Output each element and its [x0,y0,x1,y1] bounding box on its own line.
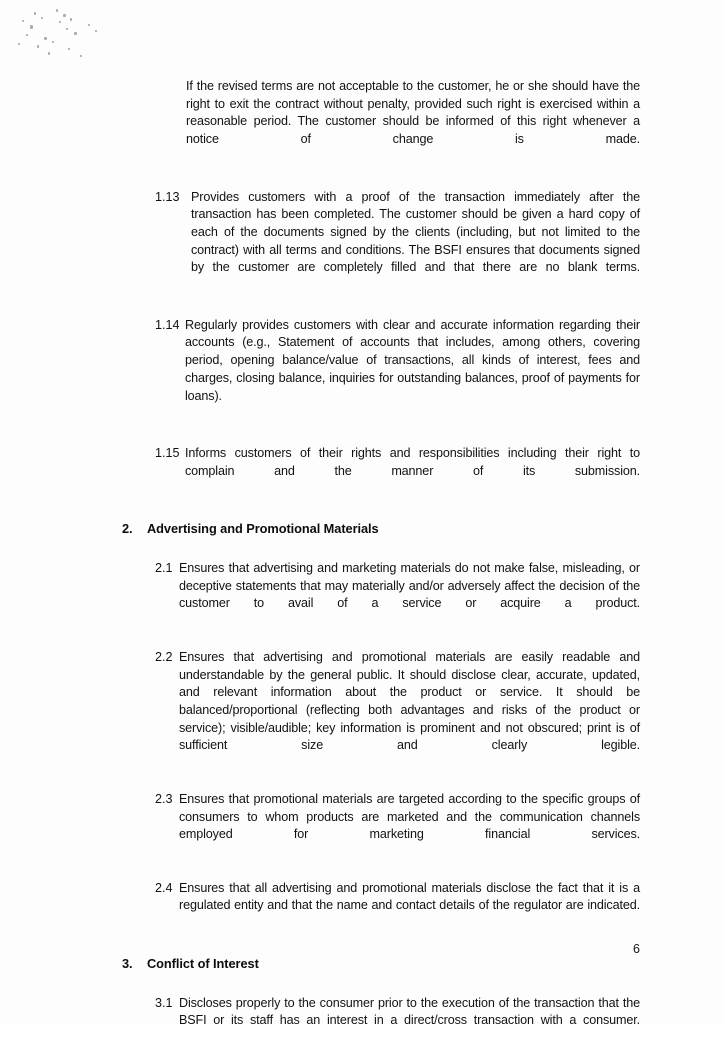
spacer [120,631,640,649]
spacer [120,773,640,791]
spacer [120,167,640,189]
clause-text-wrap [179,649,640,773]
clause-2-1 [155,560,640,631]
clause-text: Provides customers with a proof of the transaction immediately after the transaction has been completed. The customer should be given a hard copy of each of the documents signed by the clients (including, but not limited to the contract) with all terms and conditions. The BSFI ensures that documents signed by the customer are completely filled and that there are no blank terms. [191,189,640,275]
spacer [120,423,640,445]
clause-text-wrap [185,445,640,498]
clause-text-wrap [179,560,640,631]
scan-noise-speckles [0,0,150,70]
spacer [120,498,640,520]
clause-1-14 [155,317,640,423]
clause-text: Ensures that advertising and marketing materials do not make false, misleading, or deceptive statements that may materially and/or adversely affect the decision of the customer to avail of a service or acquire a product. [179,561,640,611]
section-number: 3. [122,955,133,971]
clause-2-4 [155,880,640,933]
clause-number: 1.14 [155,317,180,332]
spacer [120,933,640,955]
spacer [120,295,640,317]
clause-text-wrap [179,880,640,933]
section-title: Conflict of Interest [147,955,259,971]
section-heading-3 [122,955,640,973]
clause-number: 2.4 [155,880,173,895]
page-number: 6 [633,942,640,956]
clause-text: Ensures that all advertising and promotional materials disclose the fact that it is a regulated entity and that the name and contact details of the regulator are indicated. [179,880,640,913]
clause-1-15 [155,445,640,498]
clause-number: 2.2 [155,649,173,664]
clause-text-wrap [179,995,640,1048]
clause-number: 1.13 [155,189,180,204]
clause-text: Ensures that advertising and promotional materials are easily readable and understandable by the general public. It should disclose clear, accurate, updated, and relevant information about the product or service. It should be balanced/proportional (reflecting both advantages and risks of the product or service); visible/audible; key information is prominent and not obscured; print is of sufficient size and clearly legible. [179,649,640,753]
clause-text: Ensures that promotional materials are targeted according to the specific groups of consumers to whom products are marketed and the communication channels employed for marketing financial services. [179,791,640,842]
clause-text: Informs customers of their rights and responsibilities including their right to complain and the manner of its submission. [185,445,640,478]
clause-text-wrap [185,317,640,423]
document-body [120,78,640,1048]
spacer [120,538,640,560]
clause-number: 2.1 [155,561,173,576]
clause-3-1 [155,995,640,1048]
continuation-paragraph: If the revised terms are not acceptable to the customer, he or she should have the right to exit the contract without penalty, provided such right is exercised within a reasonable period. The customer should be informed of this right whenever a notice of change is made. [186,79,640,147]
clause-text: Regularly provides customers with clear and accurate information regarding their accounts (e.g., Statement of accounts that includes, among others, covering period, opening balance/value of transactions, all kinds of interest, fees and charges, closing balance, inquiries for outstanding balances, proof of payments for loans). [185,317,640,403]
clause-text: Discloses properly to the consumer prior to the execution of the transaction that the BSFI or its staff has an interest in a direct/cross transaction with a consumer. [179,995,640,1028]
clause-number: 2.3 [155,791,173,806]
section-number: 2. [122,521,133,537]
clause-2-3 [155,791,640,862]
section-heading-2 [122,520,640,538]
clause-number: 3.1 [155,995,173,1010]
clause-number: 1.15 [155,445,180,460]
clause-1-13 [155,189,640,295]
clause-text-wrap [191,189,640,295]
clause-2-2 [155,649,640,773]
spacer [120,862,640,880]
section-title: Advertising and Promotional Materials [147,521,379,537]
spacer [120,973,640,995]
clause-text-wrap [179,791,640,862]
